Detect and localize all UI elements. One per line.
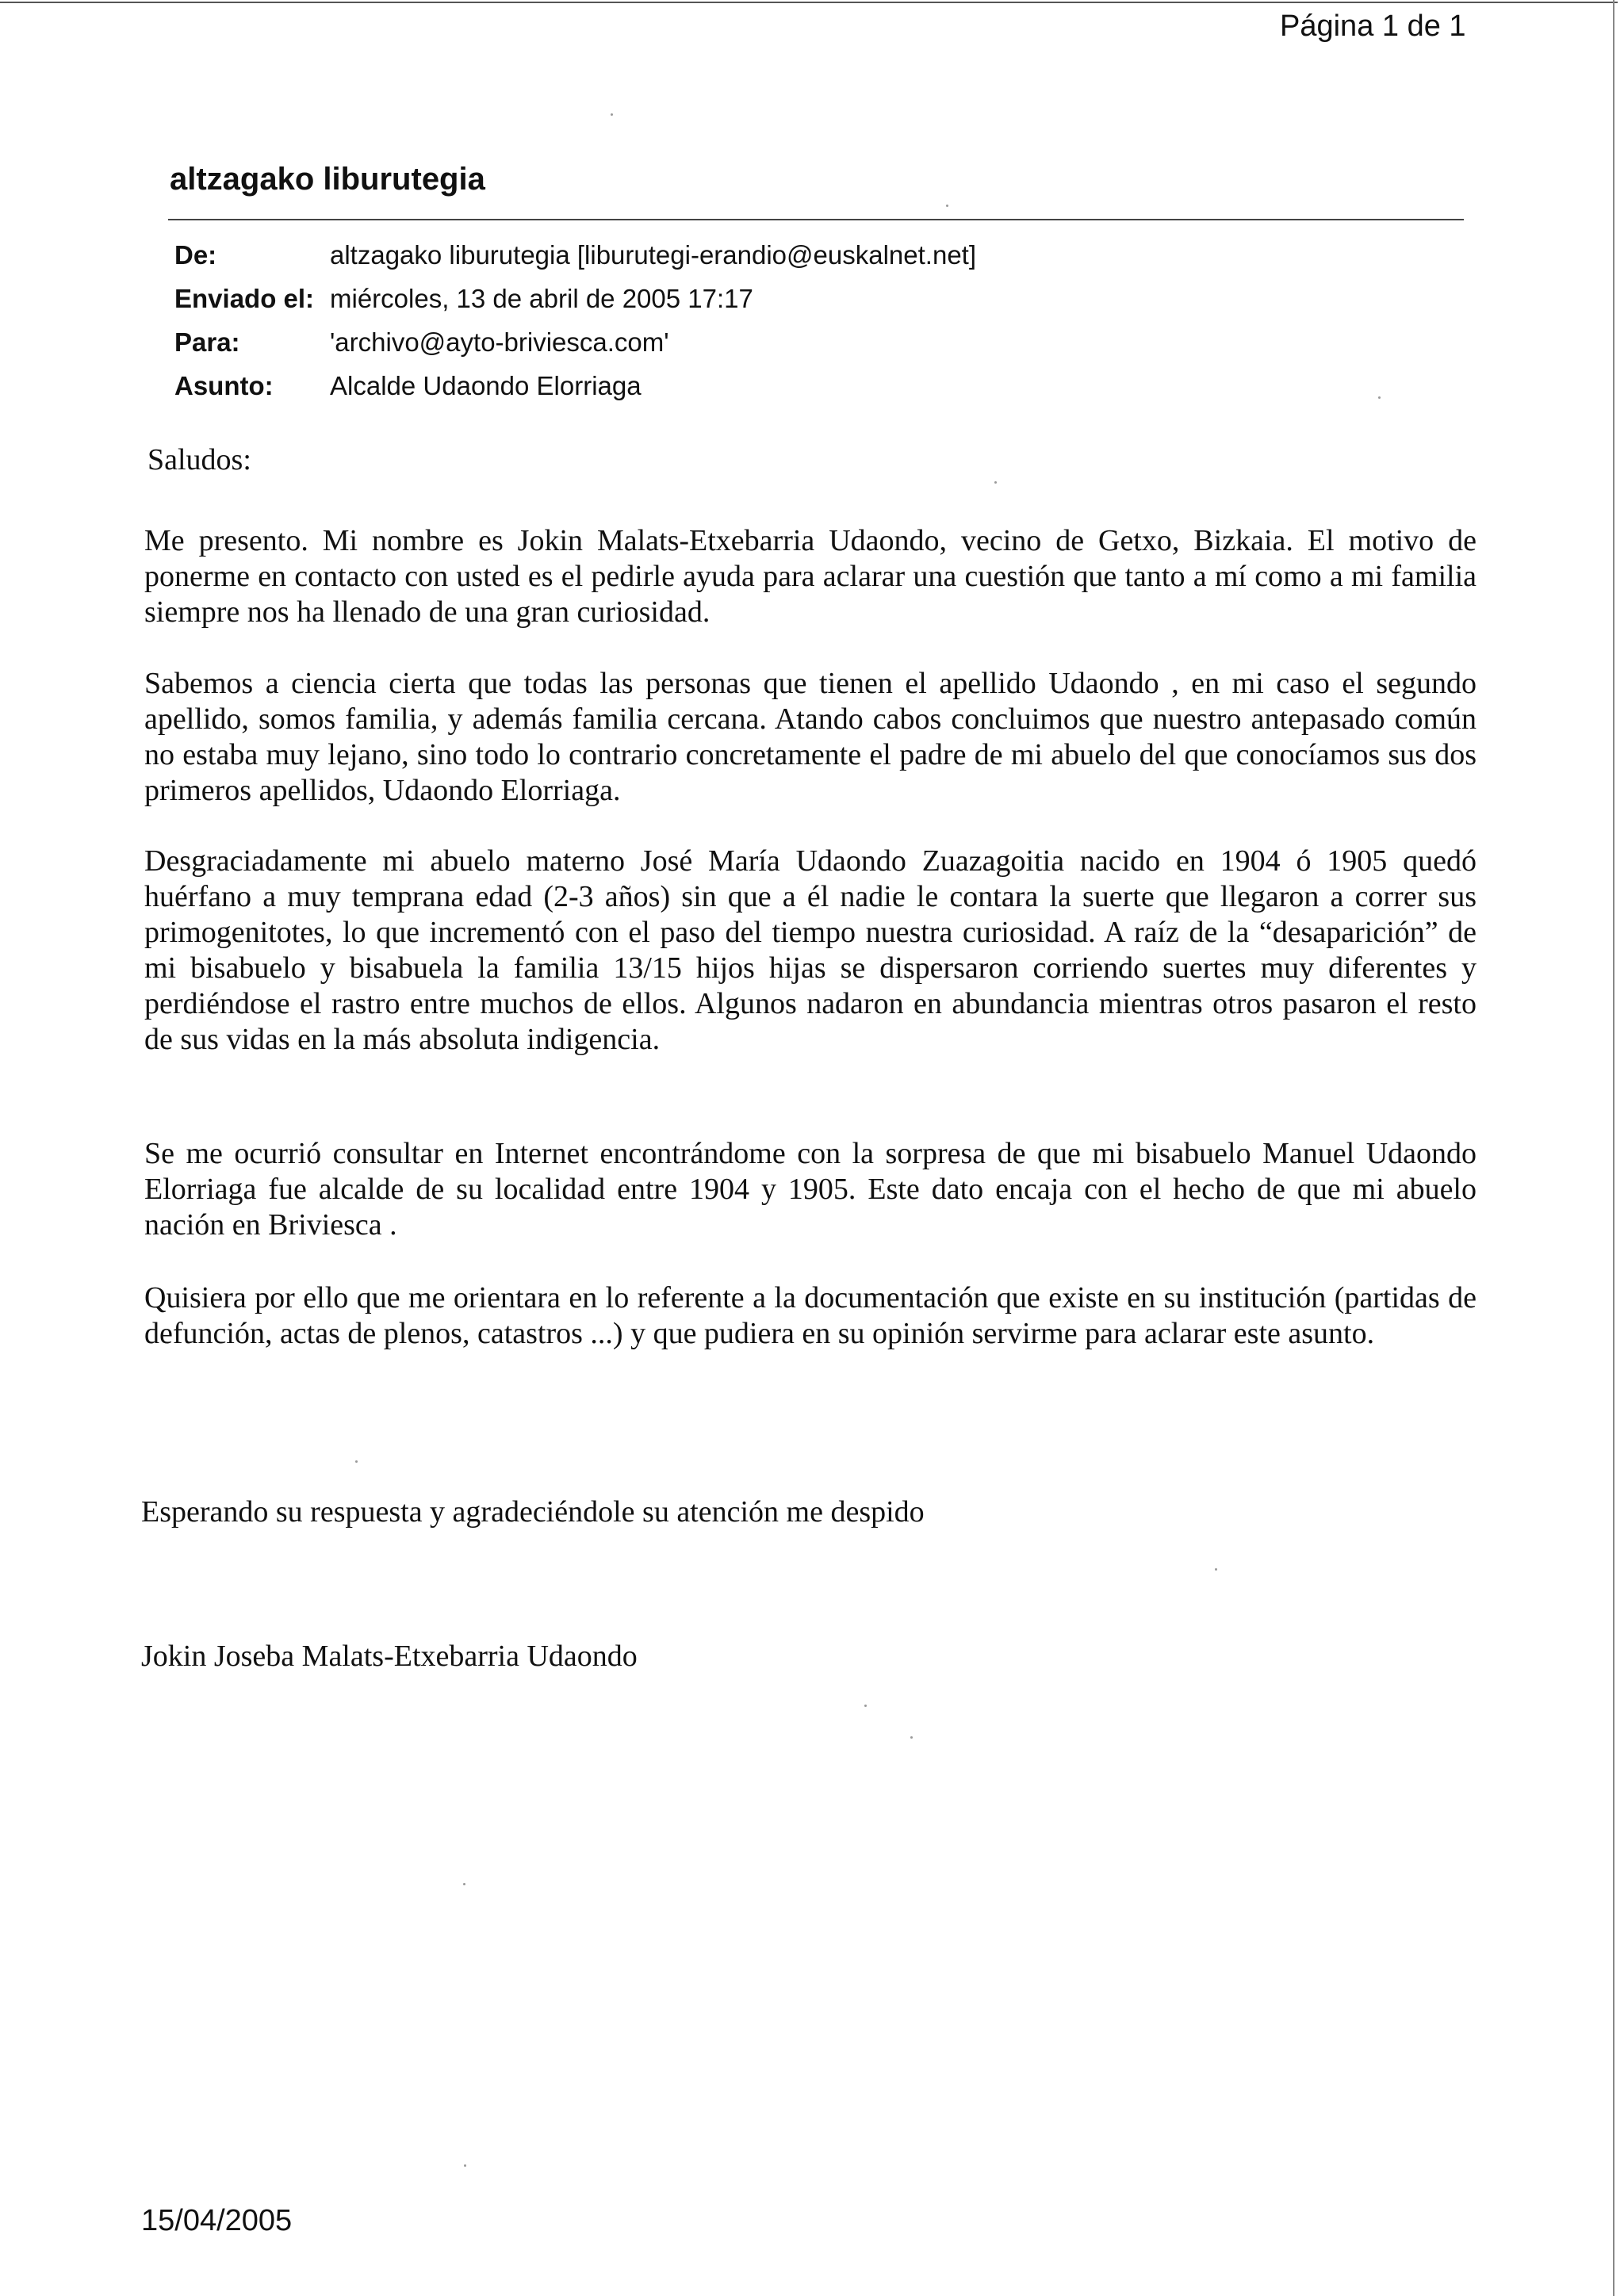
scan-speck [864,1705,867,1707]
scan-speck [1215,1568,1217,1571]
scan-speck [946,205,948,207]
top-border-line [0,2,1618,3]
scan-speck [463,1883,465,1885]
from-label: De: [174,240,217,270]
body-paragraph-1: Me presento. Mi nombre es Jokin Malats-Etxebarria Udaondo, vecino de Getxo, Bizkaia. El motivo de ponerme en contacto con usted es el pedirle ayuda para aclarar una cuestión que tanto a mí como a mi familia siempre nos ha llenado de una gran curiosidad. [144,524,1477,629]
footer-date: 15/04/2005 [141,2204,293,2237]
signature: Jokin Joseba Malats-Etxebarria Udaondo [141,1640,638,1673]
body-paragraph-4: Se me ocurrió consultar en Internet encontrándome con la sorpresa de que mi bisabuelo Manuel Udaondo Elorriaga fue alcalde de su localidad entre 1904 y 1905. Este dato encaja con el hecho de que mi abuelo nación en Briviesca . [144,1137,1477,1242]
from-value: altzagako liburutegia [liburutegi-erandio@euskalnet.net] [330,240,977,270]
to-label: Para: [174,327,240,357]
closing-line: Esperando su respuesta y agradeciéndole su atención me despido [141,1495,925,1529]
sent-label: Enviado el: [174,284,315,313]
scan-speck [355,1460,358,1463]
to-value: 'archivo@ayto-briviesca.com' [330,327,669,357]
sender-title: altzagako liburutegia [170,162,485,197]
scan-speck [910,1736,913,1739]
sent-value: miércoles, 13 de abril de 2005 17:17 [330,284,753,313]
scan-speck [994,481,997,484]
header-divider [168,219,1464,220]
body-paragraph-3: Desgraciadamente mi abuelo materno José María Udaondo Zuazagoitia nacido en 1904 ó 1905 quedó huérfano a muy temprana edad (2-3 años) sin que a él nadie le contara la suerte que llegaron a correr sus primogenitotes, lo que incrementó con el paso del tiempo nuestra curiosidad. A raíz de la “desaparición” de mi bisabuelo y bisabuela la familia 13/15 hijos hijas se dispersaron corriendo suertes muy diferentes y perdiéndose el rastro entre muchos de ellos. Algunos nadaron en abundancia mientras otros pasaron el resto de sus vidas en la más absoluta indigencia. [144,844,1477,1056]
page-number: Página 1 de 1 [1280,10,1466,43]
body-paragraph-2: Sabemos a ciencia cierta que todas las personas que tienen el apellido Udaondo , en mi caso el segundo apellido, somos familia, y además familia cercana. Atando cabos concluimos que nuestro antepasado común no estaba muy lejano, sino todo lo contrario concretamente el padre de mi abuelo del que conocíamos sus dos primeros apellidos, Udaondo Elorriaga. [144,667,1477,807]
scan-speck [464,2164,466,2167]
right-border-line [1613,0,1614,2296]
body-paragraph-5: Quisiera por ello que me orientara en lo referente a la documentación que existe en su institución (partidas de defunción, actas de plenos, catastros ...) y que pudiera en su opinión servirme para aclarar este asunto. [144,1281,1477,1350]
greeting: Saludos: [147,443,251,476]
scan-speck [611,113,613,116]
scan-speck [1378,396,1381,399]
subject-value: Alcalde Udaondo Elorriaga [330,371,642,400]
subject-label: Asunto: [174,371,274,400]
